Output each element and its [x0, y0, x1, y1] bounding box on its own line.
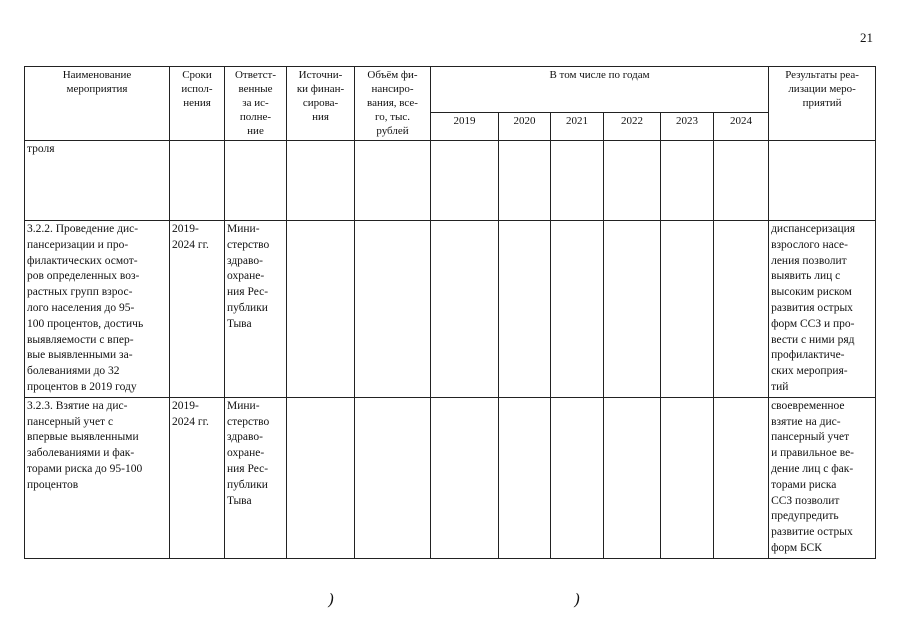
cell-year-2020 [499, 141, 551, 221]
cell-deadline [170, 141, 225, 221]
margin-mark-right: ) [574, 590, 581, 609]
cell-year-2019 [431, 221, 499, 398]
cell-responsible [225, 141, 287, 221]
page-number: 21 [860, 30, 873, 45]
cell-responsible: Мини- стерство здраво- охране- ния Рес- публики Тыва [225, 397, 287, 558]
header-by-years: В том числе по годам [431, 67, 769, 113]
cell-year-2019 [431, 141, 499, 221]
table-row [25, 141, 876, 221]
cell-result [769, 141, 876, 221]
header-year-2022: 2022 [604, 113, 661, 141]
cell-responsible: Мини- стерство здраво- охране- ния Рес- публики Тыва [225, 221, 287, 398]
cell-sources [287, 397, 355, 558]
cell-sources [287, 221, 355, 398]
cell-year-2022 [604, 397, 661, 558]
cell-name: 3.2.2. Проведение дис- пансеризации и про- филактических осмот- ров определенных воз- растных групп взрос- лого населения до 95- 100 процентов, достичь выявляемости с впер- вые выявленными за- болеваниями до 32 процентов в 2019 году [25, 221, 170, 398]
cell-year-2023 [661, 141, 714, 221]
header-year-2020: 2020 [499, 113, 551, 141]
header-year-2019: 2019 [431, 113, 499, 141]
cell-year-2022 [604, 141, 661, 221]
cell-result: диспансеризация взрослого насе- ления позволит выявить лиц с высоким риском развития острых форм ССЗ и про- вести с ними ряд профилактиче- ских мероприя- тий [769, 221, 876, 398]
cell-name: 3.2.3. Взятие на дис- пансерный учет с впервые выявленными заболеваниями и фак- торами риска до 95-100 процентов [25, 397, 170, 558]
cell-year-2023 [661, 397, 714, 558]
cell-volume [355, 221, 431, 398]
cell-year-2019 [431, 397, 499, 558]
header-results: Результаты реа- лизации меро- приятий [769, 67, 876, 141]
cell-year-2021 [551, 141, 604, 221]
margin-mark-left: ) [328, 590, 335, 609]
header-deadline: Сроки испол- нения [170, 67, 225, 141]
header-year-2021: 2021 [551, 113, 604, 141]
table-row [25, 397, 876, 558]
cell-year-2021 [551, 221, 604, 398]
header-year-2024: 2024 [714, 113, 769, 141]
cell-sources [287, 141, 355, 221]
header-volume: Объём фи- нансиро- вания, все- го, тыс. рублей [355, 67, 431, 141]
cell-year-2024 [714, 141, 769, 221]
cell-year-2020 [499, 221, 551, 398]
cell-year-2021 [551, 397, 604, 558]
cell-year-2023 [661, 221, 714, 398]
cell-year-2024 [714, 397, 769, 558]
header-name: Наименование мероприятия [25, 67, 170, 141]
table-row [25, 221, 876, 398]
cell-volume [355, 397, 431, 558]
cell-deadline: 2019- 2024 гг. [170, 221, 225, 398]
cell-volume [355, 141, 431, 221]
activities-table [24, 66, 876, 559]
header-sources: Источни- ки финан- сирова- ния [287, 67, 355, 141]
cell-year-2022 [604, 221, 661, 398]
header-responsible: Ответст- венные за ис- полне- ние [225, 67, 287, 141]
cell-year-2024 [714, 221, 769, 398]
cell-result: своевременное взятие на дис- пансерный учет и правильное ве- дение лиц с фак- торами риска ССЗ позволит предупредить развитие острых форм БСК [769, 397, 876, 558]
cell-year-2020 [499, 397, 551, 558]
cell-deadline: 2019- 2024 гг. [170, 397, 225, 558]
header-year-2023: 2023 [661, 113, 714, 141]
cell-name: троля [25, 141, 170, 221]
